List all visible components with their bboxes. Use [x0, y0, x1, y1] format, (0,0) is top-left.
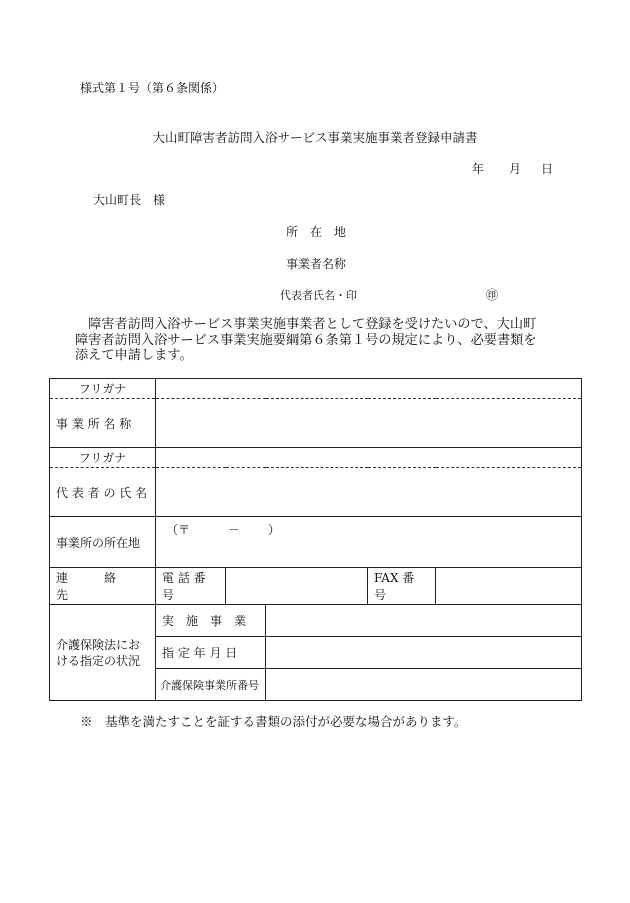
date-year-label: 年 [472, 162, 485, 176]
postal-dash: － [228, 523, 241, 537]
phone-field[interactable] [226, 568, 368, 605]
office-furigana-field[interactable] [156, 379, 582, 399]
care-insurance-status-label: 介護保険法における指定の状況 [50, 605, 156, 701]
form-number: 様式第１号（第６条関係） [80, 81, 225, 95]
seal-mark-icon: ㊞ [486, 288, 499, 302]
fax-field[interactable] [436, 568, 582, 605]
designation-date-field[interactable] [266, 637, 582, 669]
statement-line: 添えて申請します。 [75, 348, 193, 363]
office-address-label: 事業所の所在地 [50, 517, 156, 568]
footnote: ※ 基準を満たすことを証する書類の添付が必要な場合があります。 [80, 714, 467, 729]
office-number-field[interactable] [266, 669, 582, 701]
application-form-table [49, 378, 582, 701]
postal-close: ） [268, 523, 281, 537]
representative-name-field[interactable] [156, 468, 582, 517]
service-label: 実 施 事 業 [156, 605, 266, 637]
date-month-label: 月 [509, 162, 522, 176]
office-name-label: 事 業 所 名 称 [50, 399, 156, 448]
fax-label: FAX 番 号 [368, 568, 436, 605]
applicant-business-name-label: 事業者名称 [286, 257, 347, 271]
representative-name-label: 代 表 者 の 氏 名 [50, 468, 156, 517]
applicant-representative-label: 代表者氏名・印 [280, 289, 357, 302]
office-number-label: 介護保険事業所番号 [156, 669, 266, 701]
contact-label: 連 絡 先 [50, 568, 156, 605]
service-field[interactable] [266, 605, 582, 637]
office-name-field[interactable] [156, 399, 582, 448]
office-address-field[interactable] [156, 517, 582, 568]
designation-date-label: 指 定 年 月 日 [156, 637, 266, 669]
form-title: 大山町障害者訪問入浴サービス事業実施事業者登録申請書 [152, 130, 478, 145]
date-day-label: 日 [541, 162, 554, 176]
phone-label: 電 話 番 号 [156, 568, 226, 605]
postal-open: （〒 [166, 523, 191, 537]
representative-furigana-field[interactable] [156, 448, 582, 468]
statement-line: 障害者訪問入浴サービス事業実施要綱第６条第１号の規定により、必要書類を [75, 332, 537, 348]
statement-line: 障害者訪問入浴サービス事業実施事業者として登録を受けたいので、大山町 [75, 317, 537, 332]
furigana-label-representative: フリガナ [50, 448, 156, 468]
addressee: 大山町長 様 [93, 193, 166, 207]
application-statement [75, 317, 575, 364]
furigana-label-office: フリガナ [50, 379, 156, 399]
applicant-location-label: 所 在 地 [286, 225, 347, 239]
